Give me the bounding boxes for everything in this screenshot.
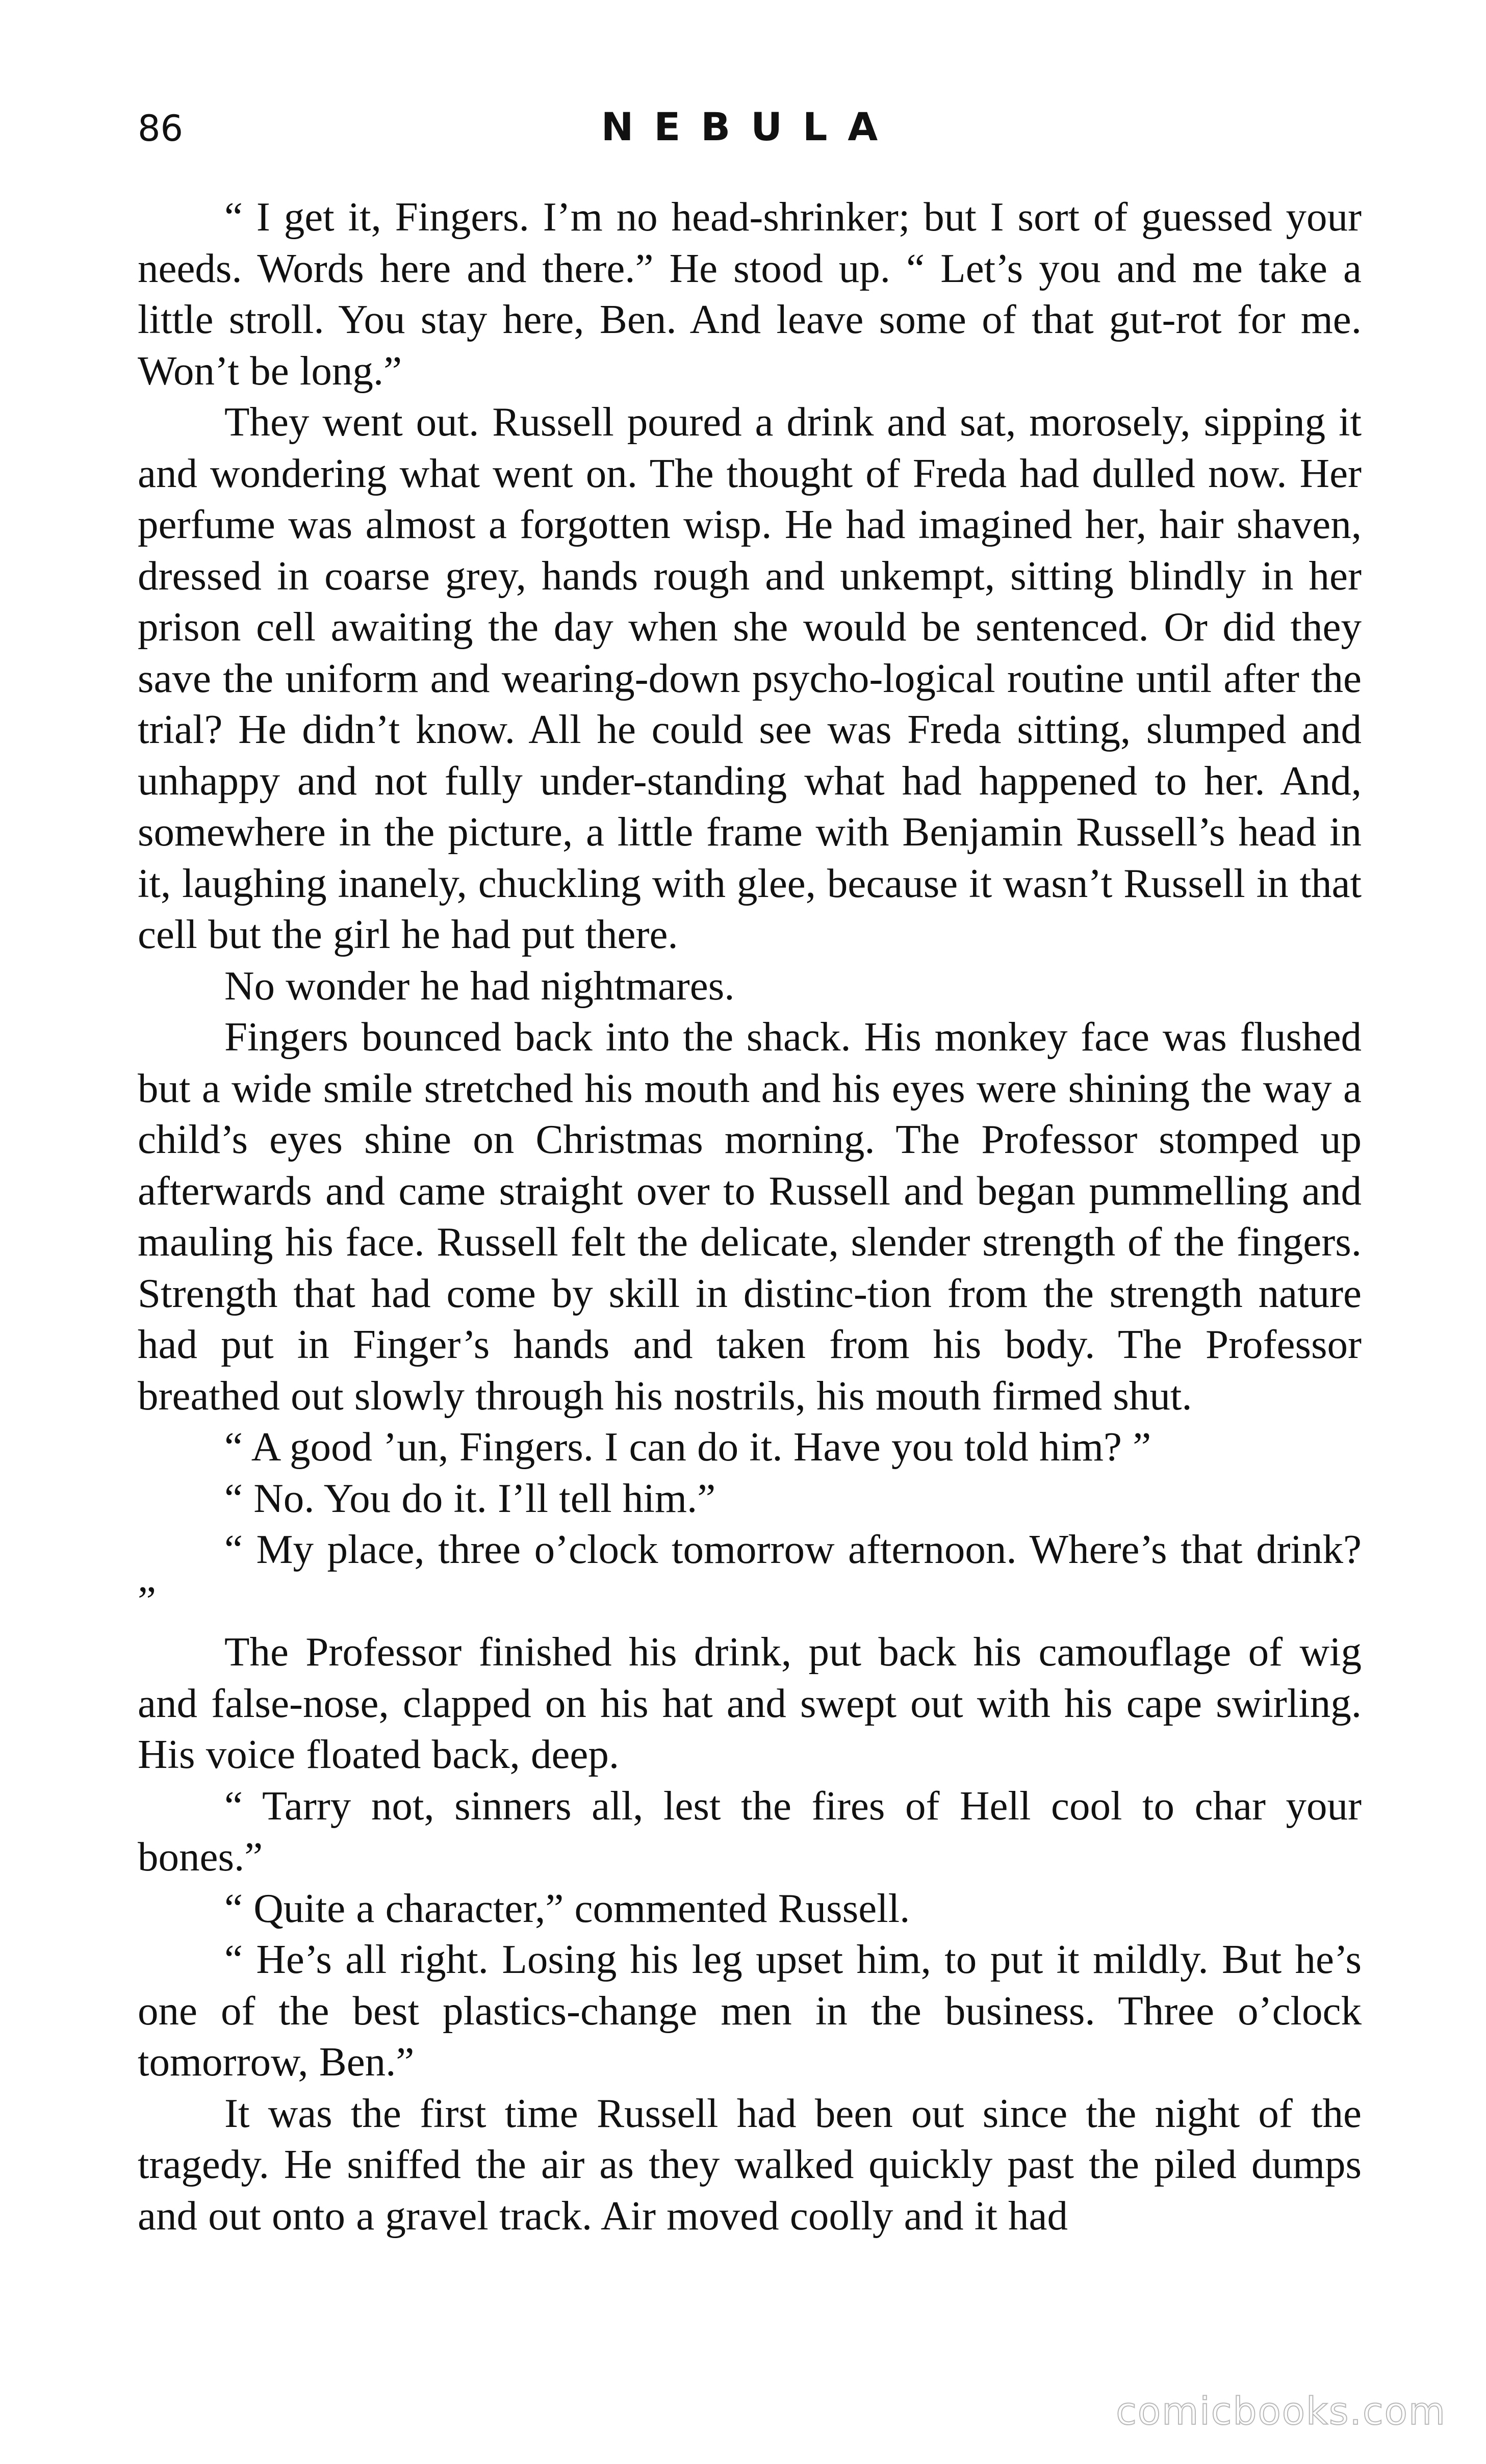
paragraph: Fingers bounced back into the shack. His monkey face was flushed but a wide smile stretched his mouth and his eyes were shining the way a child’s eyes shine on Christmas morning. The Professor stomped up afterwards and came straight over to Russell and began pummelling and mauling his face. Russell felt the delicate, slender strength of the fingers. Strength that had come by skill in distinc-tion from the strength nature had put in Finger’s hands and taken from his body. The Professor breathed out slowly through his nostrils, his mouth firmed shut. <box>138 1014 1362 1419</box>
paragraph: No wonder he had nightmares. <box>224 962 735 1009</box>
page-header <box>138 97 1362 168</box>
paragraph: “ I get it, Fingers. I’m no head-shrinker; but I sort of guessed your needs. Words here and there.” He stood up. “ Let’s you and me take a little stroll. You stay here, Ben. And leave some of that gut-rot for me. Won’t be long.” <box>138 194 1362 394</box>
paragraph: “ Quite a character,” commented Russell. <box>224 1885 910 1931</box>
watermark: comicbooks.com <box>1116 2390 1446 2433</box>
paragraph: “ He’s all right. Losing his leg upset him, to put it mildly. But he’s one of the best plastics-change men in the business. Three o’clock tomorrow, Ben.” <box>138 1936 1362 2085</box>
paragraph: It was the first time Russell had been out since the night of the tragedy. He sniffed the air as they walked quickly past the piled dumps and out onto a gravel track. Air moved coolly and it had <box>138 2090 1362 2239</box>
paragraph: They went out. Russell poured a drink and sat, morosely, sipping it and wondering what went on. The thought of Freda had dulled now. Her perfume was almost a forgotten wisp. He had imagined her, hair shaven, dressed in coarse grey, hands rough and unkempt, sitting blindly in her prison cell awaiting the day when she would be sentenced. Or did they save the uniform and wearing-down psycho-logical routine until after the trial? He didn’t know. All he could see was Freda sitting, slumped and unhappy and not fully under-standing what had happened to her. And, somewhere in the picture, a little frame with Benjamin Russell’s head in it, laughing inanely, chuckling with glee, because it wasn’t Russell in that cell but the girl he had put there. <box>138 399 1362 957</box>
paragraph: “ Tarry not, sinners all, lest the fires of Hell cool to char your bones.” <box>138 1782 1362 1880</box>
paragraph: “ No. You do it. I’ll tell him.” <box>224 1475 716 1521</box>
body-text <box>138 191 1362 2241</box>
paragraph: “ My place, three o’clock tomorrow afternoon. Where’s that drink? ” <box>138 1526 1362 1624</box>
book-page <box>138 97 1362 2417</box>
paragraph: “ A good ’un, Fingers. I can do it. Have you told him? ” <box>224 1424 1151 1470</box>
page-number: 86 <box>138 108 184 149</box>
paragraph: The Professor finished his drink, put back his camouflage of wig and false-nose, clapped on his hat and swept out with his cape swirling. His voice floated back, deep. <box>138 1629 1362 1777</box>
running-head: NEBULA <box>601 104 899 149</box>
